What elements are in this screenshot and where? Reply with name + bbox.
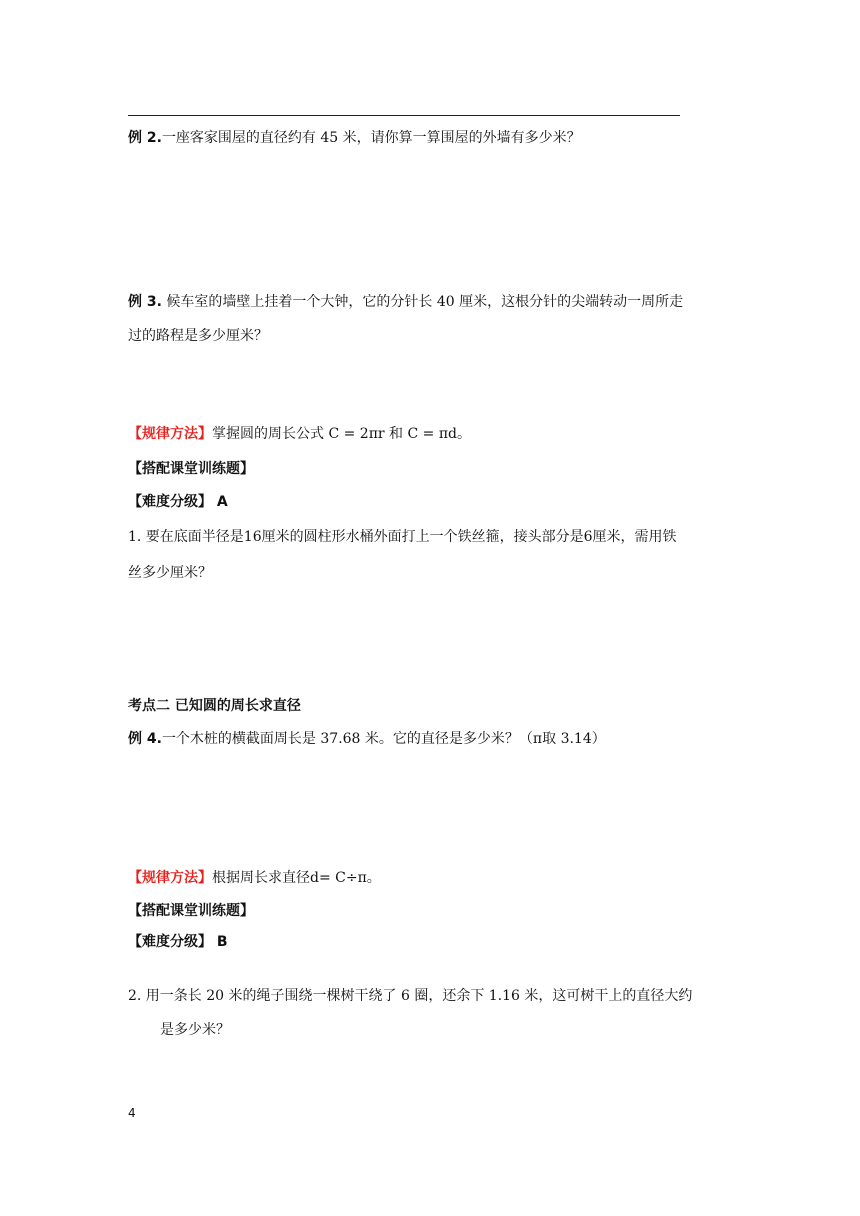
- method-tip-2-text: 根据周长求直径d= C÷π。: [212, 870, 381, 886]
- method-tip-1-text: 掌握圆的周长公式 C = 2πr 和 C = πd。: [212, 426, 471, 442]
- difficulty-2-value: B: [216, 934, 228, 950]
- practice-heading-1: 【搭配课堂训练题】: [128, 461, 254, 477]
- question-2-line1: 2. 用一条长 20 米的绳子围绕一棵树干绕了 6 圈，还余下 1.16 米，这可树干上的直径大约: [128, 988, 693, 1004]
- question-1-line2: 丝多少厘米？: [128, 565, 212, 581]
- practice-heading-2: 【搭配课堂训练题】: [128, 903, 254, 919]
- section-title-2: 考点二 已知圆的周长求直径: [128, 698, 301, 714]
- difficulty-2: [128, 932, 228, 952]
- example-2: [128, 128, 581, 148]
- question-1-line1: 1. 要在底面半径是16厘米的圆柱形水桶外面打上一个铁丝箍，接头部分是6厘米，需用铁: [128, 529, 677, 545]
- method-tip-2-label: 【规律方法】: [128, 870, 212, 886]
- difficulty-1-label: 【难度分级】: [128, 494, 212, 510]
- example-2-label: 例 2.: [128, 130, 162, 146]
- method-tip-2: [128, 868, 381, 888]
- example-4-text: 一个木桩的横截面周长是 37.68 米。它的直径是多少米？（π取 3.14）: [161, 731, 606, 747]
- difficulty-1: [128, 492, 228, 512]
- example-3: [128, 292, 683, 312]
- difficulty-1-value: A: [216, 494, 228, 510]
- example-3-text-line1: 候车室的墙壁上挂着一个大钟，它的分针长 40 厘米，这根分针的尖端转动一周所走: [166, 294, 684, 310]
- example-2-text: 一座客家围屋的直径约有 45 米，请你算一算围屋的外墙有多少米？: [161, 130, 581, 146]
- difficulty-2-label: 【难度分级】: [128, 934, 212, 950]
- method-tip-1-label: 【规律方法】: [128, 426, 212, 442]
- example-3-label: 例 3.: [128, 294, 162, 310]
- page-number: 4: [128, 1106, 136, 1120]
- example-3-text-line2: 过的路程是多少厘米？: [128, 328, 268, 344]
- header-rule: [128, 115, 680, 116]
- question-2-line2: 是多少米？: [160, 1022, 230, 1038]
- example-4: [128, 729, 606, 749]
- method-tip-1: [128, 424, 471, 444]
- example-4-label: 例 4.: [128, 731, 162, 747]
